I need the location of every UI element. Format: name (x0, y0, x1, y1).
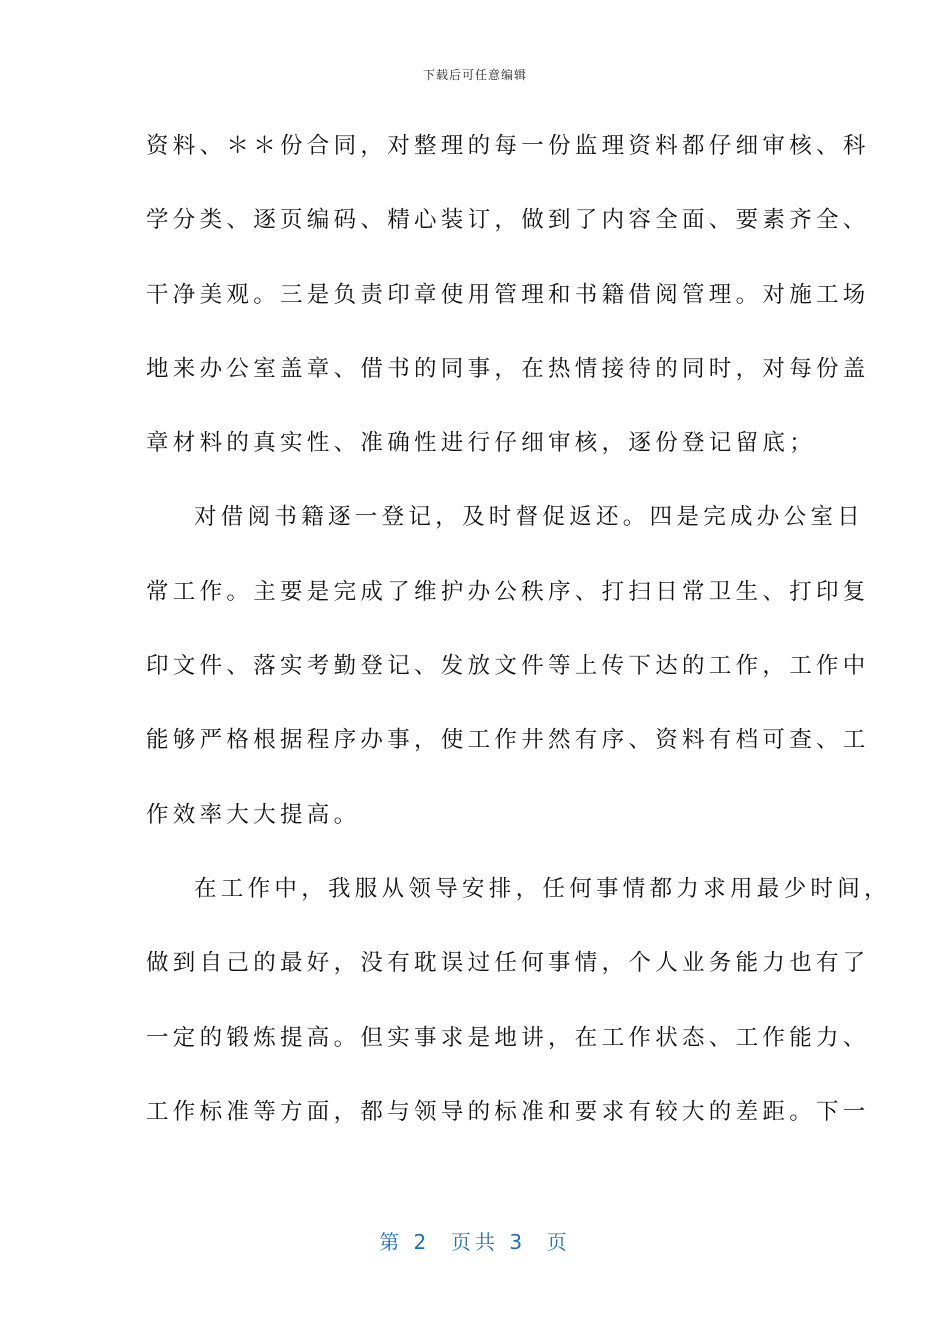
paragraph-start-line: 在工作中，我服从领导安排，任何事情都力求用最少时间， (194, 875, 891, 902)
paragraph-start-line: 对借阅书籍逐一登记，及时督促返还。四是完成办公室日 (194, 504, 865, 531)
text-line: 作效率大大提高。 (146, 801, 361, 828)
text-line: 常工作。主要是完成了维护办公秩序、打扫日常卫生、打印复 (146, 578, 870, 605)
text-line: 学分类、逐页编码、精心装订，做到了内容全面、要素齐全、 (146, 207, 870, 234)
text-line: 做到自己的最好，没有耽误过任何事情，个人业务能力也有了 (146, 950, 870, 977)
text-line: 工作标准等方面，都与领导的标准和要求有较大的差距。下一 (146, 1098, 870, 1125)
document-body (146, 128, 891, 1168)
header-note: 下载后可任意编辑 (422, 68, 527, 82)
text-line: 章材料的真实性、准确性进行仔细审核，逐份登记留底； (146, 430, 817, 457)
text-line: 能够严格根据程序办事，使工作井然有序、资料有档可查、工 (146, 727, 870, 754)
text-line: 一定的锻炼提高。但实事求是地讲，在工作状态、工作能力、 (146, 1024, 870, 1051)
page-number: 第 2 页共 3 页 (379, 1230, 571, 1254)
text-line: 地来办公室盖章、借书的同事，在热情接待的同时，对每份盖 (146, 355, 870, 382)
text-line: 印文件、落实考勤登记、发放文件等上传下达的工作，工作中 (146, 653, 870, 680)
text-line: 资料、＊＊份合同，对整理的每一份监理资料都仔细审核、科 (146, 133, 870, 159)
text-line: 干净美观。三是负责印章使用管理和书籍借阅管理。对施工场 (146, 281, 870, 308)
